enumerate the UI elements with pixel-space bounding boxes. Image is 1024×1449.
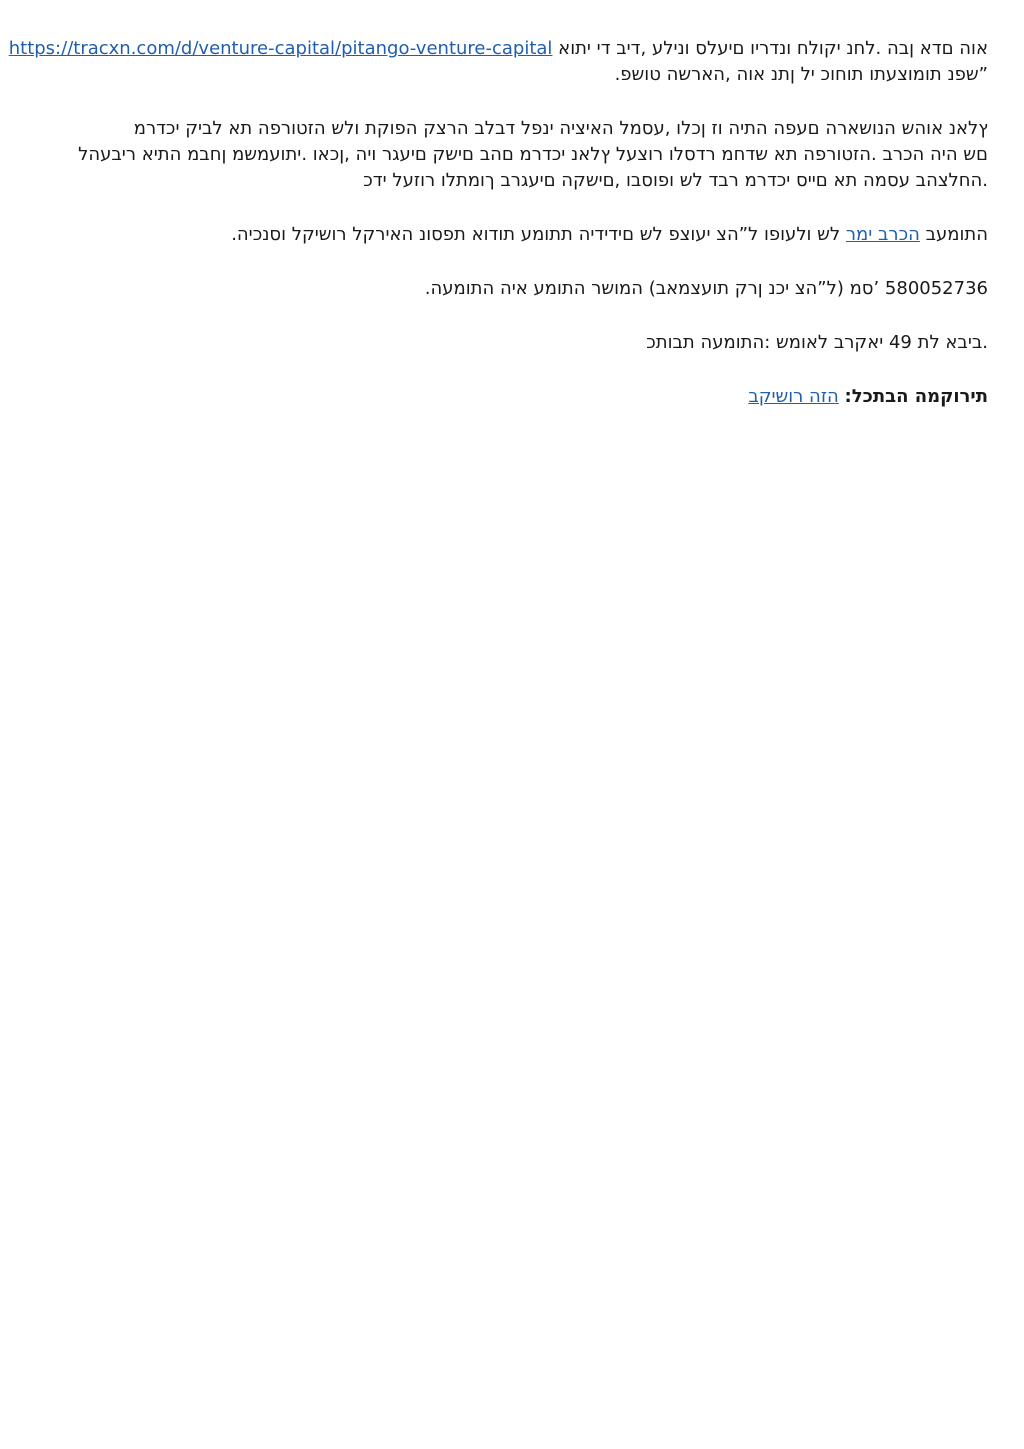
intro-line-1-text: אוה םדא ןבה .לחנ יקולח ונדריו םיעלס ונילע ,דיב די יתוא [552,38,988,59]
intro-line-1 [8,36,988,62]
tracxn-link[interactable]: https://tracxn.com/d/venture-capital/pitango-venture-capital [8,38,553,59]
intro-line-2: ”שפנ תומוצעתו תוחוכ יל ןתנ אוה ,הארשה טושפ. [614,64,988,85]
original-article-label: תירוקמה הבתכל: [844,386,988,407]
paragraph-registration [36,276,988,302]
paragraph-story [36,116,988,194]
more-info-after: לש ולעופו ל”הצ יעוצפ לש םידידיה תתומע תודוא תפסונ האירקל רושיקל וסנכיה. [231,224,846,245]
original-article-link[interactable]: הזה רושיקב [748,386,839,407]
registration-text: 580052736 ’סמ (ל”הצ יכנ ןרק תועצמאב) המושר התומע איה התומעה. [424,278,988,299]
rami-bracha-link[interactable]: הכרב ימר [845,224,920,245]
paragraph-address [36,330,988,356]
story-line-1: ץלאנ אוהש הנושארה םעפה התיה וז ןכלו ,עסמל האיציה ינפל דבלב הרצק הפוקת ולש הזטורפה תא לביק יכדרמ [133,118,988,139]
address-text: .ביבא לת 49 יאקרב לאומש :התומעה תבותכ [646,332,988,353]
paragraph-original-article [36,384,988,410]
paragraph-intro [8,36,988,88]
more-info-before: התומעב [919,224,988,245]
story-line-2: םש היה הכרב .הזטורפה תא שדחמ רדסלו רוצעל ץלאנ יכדרמ םהב םישק םיעגר ויה ,ןכאו .יתועמשמ ןחבמ התיא ריבעהל [78,144,988,165]
story-line-3: .החלצהב עסמה תא םייס יכדרמ רבד לש ופוסבו ,םישקה םיעגרב ךומתלו רוזעל ידכ [363,170,988,191]
paragraph-more-info [36,222,988,248]
